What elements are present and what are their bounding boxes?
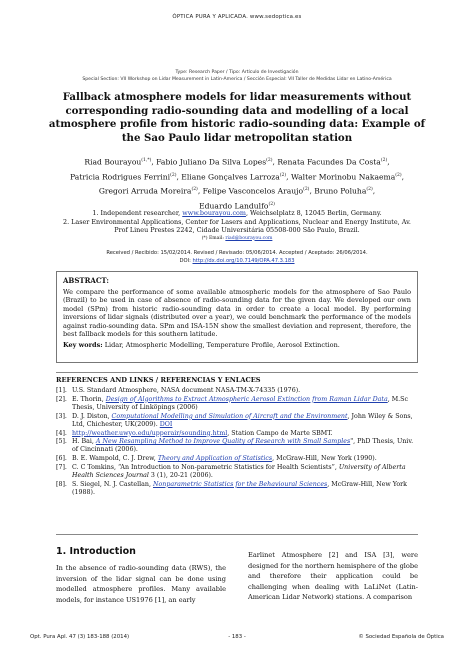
body-column-left (56, 546, 226, 605)
reference-authors: C. C Tomkins, “An Introduction to Non-parametric Statistics for Health Scientists”, (72, 463, 339, 471)
references-list (56, 387, 418, 498)
author-affil-marker: (2) (380, 158, 388, 163)
author-affil-marker: (2) (266, 158, 273, 163)
reference-text (72, 438, 418, 454)
journal-header: ÓPTICA PURA Y APLICADA. www.sedoptica.es (172, 14, 302, 20)
author-affil-marker: (2) (191, 187, 198, 193)
author-name: Gregori Arruda Moreira (98, 186, 192, 196)
publication-dates (20, 249, 454, 265)
reference-title[interactable]: Theory and Application of Statistics (157, 455, 273, 463)
email-label: (*) Email: (201, 235, 226, 241)
reference-text (72, 430, 418, 438)
reference-authors: D. J. Diston, (72, 412, 112, 420)
reference-text (72, 455, 418, 463)
reference-number: [1]. (56, 387, 67, 394)
doi-line (20, 257, 454, 265)
reference-title-link[interactable] (112, 413, 348, 420)
reference-body: U.S. Standard Atmosphere, NASA document NASA-TM-X-74335 (1976). (72, 387, 301, 394)
reference-title-link[interactable] (96, 438, 350, 445)
author-list: Riad Bourayou$^{(1,*)}$, Fabio Juliano Da Silva Lopes$^{(2)}$, Renata Facundes Da Costa$^{(2)}$, Patricia Rodrigues Ferrini$^{(2)}$, Eliane Gonçalves Larroza$^{(2)}$, Walter Morinobu Nakaema$^{(2)}$, Gregori Arruda Moreira$^{(2)}$, Felipe Vasconcelos Araujo$^{(2)}$, Bruno Poluha$^{(2)}$, Eduardo Landulfo$^{(2)}$ (69, 157, 405, 211)
reference-number: [4]. (56, 429, 67, 437)
reference-number: [3]. (56, 412, 67, 420)
article-type-line: Type: Research Paper / Tipo: Artículo de Investigación (175, 70, 299, 75)
affiliations (30, 209, 444, 243)
reference-authors: E. Thorin, (72, 395, 106, 403)
abstract-heading: ABSTRACT: (63, 276, 109, 285)
intro-paragraph-right: Earlinet Atmosphere [2] and ISA [3], were designed for the northern hemisphere of the globe and therefore their application could be challenging when dealing with LaLiNet (Latin-American Lidar Network) stations. A comparison (248, 551, 418, 602)
keywords-label: Key words: (63, 341, 103, 350)
reference-authors: S. Siegel, N. J. Castellan, (72, 480, 153, 488)
keywords-text: Lidar, Atmospheric Modelling, Temperature Profile, Aerosol Extinction. (104, 341, 340, 350)
reference-item (56, 430, 418, 438)
affiliation-2-line-1: 2. Laser Environmental Applications, Center for Lasers and Applications, Nuclear and Energy Institute, Av. (63, 217, 411, 226)
reference-doi-link[interactable]: DOI (159, 420, 173, 428)
abstract-box (56, 271, 418, 363)
reference-source: ", PhD Thesis, Univ. of Cincinnati (2006). (72, 438, 414, 454)
reference-authors: H. Bai, (72, 438, 96, 446)
reference-number: [2]. (56, 395, 67, 403)
doi-label: DOI: (179, 258, 193, 264)
affiliation-1 (30, 209, 444, 218)
reference-number: [7]. (56, 463, 67, 471)
keywords-line (63, 341, 411, 349)
affiliation-2-line-2: Prof Lineu Prestes 2242, Cidade Universitária 05508-000 São Paulo, Brazil. (114, 226, 360, 234)
author-affil-marker: (2) (395, 172, 402, 178)
reference-text (72, 396, 418, 412)
references-heading: REFERENCES AND LINKS / REFERENCIAS Y ENLACES (56, 376, 261, 384)
article-section-line: Special Section: VII Workshop on Lidar Measurement in Latin-America / Sección Especial: VII Taller de Medidas Lidar en Latino-América (82, 77, 392, 82)
abstract-text: We compare the performance of some available atmospheric models for the atmosphere of Sao Paulo (Brazil) to be used in case of absence of radio-sounding data for the given day. We developed our own model (SPm) from historic radio-sounding data in order to create a local model. By performing inversions of lidar signals (distributed over a year), we could benchmark the performance of the models against radio-sounding data. SPm and ISA-15N show the smallest deviation and represent, therefore, the best fallback models for this southern latitude. (63, 288, 411, 339)
author-affil-marker: (2) (170, 172, 177, 178)
received-accepted-dates: Received / Recibido: 15/02/2014. Revised / Revisado: 05/06/2014. Accepted / Aceptado: 26/06/2014. (106, 250, 368, 256)
reference-source: , McGraw-Hill, New York (1990). (272, 455, 377, 463)
affiliation-1-prefix: 1. Independent researcher, (92, 209, 183, 217)
author-name: Felipe Vasconcelos Araujo (202, 186, 304, 196)
reference-source: , John Wiley & Sons, Ltd, Chichester, UK(2009). (72, 412, 413, 428)
reference-text (72, 387, 418, 395)
reference-item (56, 464, 418, 480)
reference-title-link[interactable] (153, 481, 327, 488)
reference-source: , McGraw-Hill, New York (1988). (72, 480, 407, 496)
reference-title[interactable]: Design of Algorithms to Extract Atmospheric Aerosol Extinction from Raman Lidar Data (105, 395, 388, 403)
page-number: - 183 - (228, 634, 246, 640)
reference-source: 3 (1), 20-21 (2006). (148, 472, 213, 480)
intro-paragraph-left: In the absence of radio-sounding data (RWS), the inversion of the lidar signal can be done using modelled atmosphere profiles. Many available models, for instance US1976 [1], an early (56, 564, 226, 604)
footer-citation: Opt. Pura Apl. 47 (3) 183-188 (2014) (30, 634, 130, 640)
author-name: Walter Morinobu Nakaema (291, 172, 396, 182)
reference-text (72, 413, 418, 429)
author-affil-marker: (1,*) (141, 158, 152, 163)
reference-item (56, 396, 418, 412)
reference-title-link[interactable] (106, 396, 388, 403)
author-name: Eliane Gonçalves Larroza (181, 172, 280, 182)
body-column-right (248, 550, 418, 603)
reference-authors: B. E. Wampold, C. J. Drew, (72, 455, 158, 463)
references-bottom-divider (56, 534, 418, 535)
author-name: Fabio Juliano Da Silva Lopes (156, 157, 267, 167)
reference-title[interactable]: Nonparametric Statistics for the Behavioural Sciences (152, 480, 328, 488)
reference-title[interactable]: Computational Modelling and Simulation of Aircraft and the Environment (111, 412, 348, 420)
reference-journal: University of Alberta Health Sciences Journal (72, 463, 406, 480)
reference-item (56, 438, 418, 454)
reference-number: [6]. (56, 455, 67, 463)
article-type-block (0, 69, 474, 83)
reference-url-link[interactable]: http://weather.uwyo.edu/upperair/sounding.html (72, 429, 228, 437)
author-affil-marker: (2) (366, 187, 373, 193)
reference-text (72, 481, 418, 497)
author-name: Riad Bourayou (84, 157, 142, 167)
reference-number: [8]. (56, 480, 67, 488)
author-affil-marker: (2) (303, 187, 310, 193)
reference-source: , M.Sc Thesis, University of Linköpings (2006) (72, 395, 408, 411)
section-heading-introduction: 1. Introduction (56, 546, 136, 557)
author-name: Patricia Rodrigues Ferrini (69, 172, 171, 182)
doi-link[interactable]: http://dx.doi.org/10.7149/OPA.47.3.183 (192, 258, 295, 264)
reference-title[interactable]: A New Resampling Method to Improve Quality of Research with Small Samples (95, 438, 351, 446)
reference-item (56, 455, 418, 463)
author-name: Renata Facundes Da Costa (277, 157, 381, 167)
reference-item (56, 481, 418, 497)
reference-item (56, 413, 418, 429)
reference-source: , Station Campo de Marte SBMT. (227, 429, 333, 437)
paper-title: Fallback atmosphere models for lidar measurements without corresponding radio-sounding data and modelling of a local atmosphere profile from historic radio-sounding data: Example of the Sao Paulo lidar metropolitan station (48, 91, 426, 144)
reference-number: [5]. (56, 438, 67, 446)
references-top-divider (56, 372, 418, 373)
reference-title-link[interactable] (158, 455, 272, 462)
footer-copyright: © Sociedad Española de Óptica (358, 634, 444, 640)
author-name: Bruno Poluha (314, 186, 367, 196)
author-affil-marker: (2) (268, 201, 275, 207)
author-affil-marker: (2) (279, 172, 287, 178)
reference-item (56, 387, 418, 395)
affiliation-1-address: , Weichselplatz 8, 12045 Berlin, Germany. (245, 209, 382, 217)
email-link[interactable]: riad@bourayou.com (225, 235, 273, 241)
author-website-link[interactable]: www.bourayou.com (182, 209, 246, 217)
author-name: Eduardo Landulfo (199, 201, 269, 211)
corresponding-email-line (30, 235, 444, 244)
reference-text (72, 464, 418, 480)
